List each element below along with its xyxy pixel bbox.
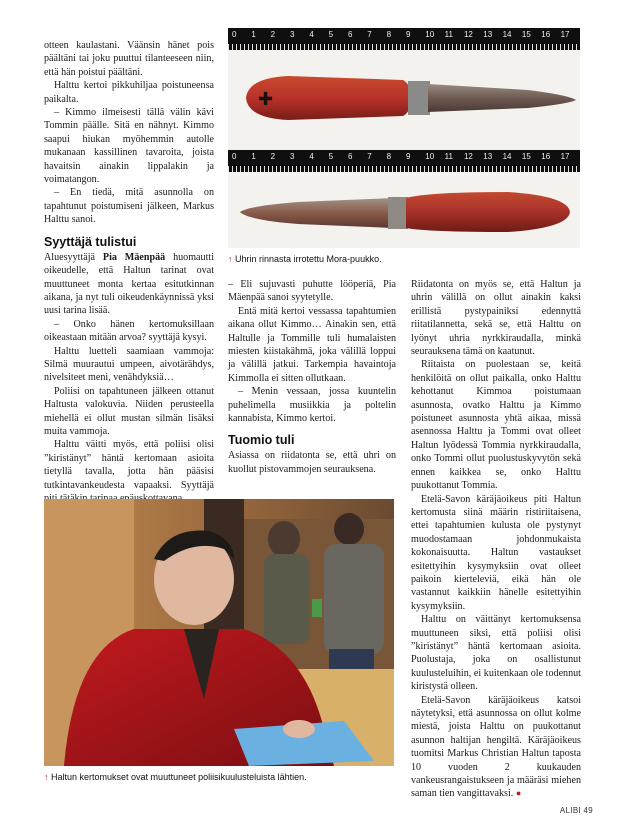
ruler-number: 4 [309, 30, 314, 39]
paragraph: Etelä-Savon käräjäoikeus katsoi näytetyksi, että asunnossa on ollut kolme miestä, joista Halttu on puukottanut asunnon haltijan hengiltä. Käräjäoikeus tuomitsi Markus Christian Haltun taposta 10 vuoden 2 kuukauden vankeusrangaistukseen ja määräsi miehen saman tien vangittavaksi. ● [411, 694, 581, 800]
ruler-number: 8 [386, 152, 392, 161]
ruler-number: 5 [328, 152, 334, 161]
person-name: Pia Mäenpää [102, 251, 166, 263]
courtroom-image [44, 499, 394, 766]
article-column-2 [228, 278, 396, 476]
ruler-number: 6 [347, 30, 353, 39]
paragraph: – Eli sujuvasti puhutte lööperiä, Pia Mäenpää sanoi syytetylle. [228, 279, 396, 304]
paragraph: – Kimmo ilmeisesti tällä välin kävi Tommin päälle. Sitä en nähnyt. Kimmo saapui hiukan myöhemmin autolle mukanaan kassillinen tavaroita, joista havaitsin ainakin lippalakin ja voimatangon. [44, 107, 214, 186]
ruler-number: 13 [483, 152, 493, 161]
ruler-number: 1 [251, 30, 256, 39]
ruler-number: 12 [463, 30, 473, 39]
article-column-1 [44, 39, 214, 505]
paragraph: Riidatonta on myös se, että Haltun ja uhrin välillä on ollut ainakin kaksi erillistä pystypainiksi edennyttä riitatilannetta, sekä se, että Halttu on lyönyt uhria nyrkkiraudalla, minkä seurauksena tämä on kaatunut. [411, 279, 581, 358]
ruler-number: 17 [560, 152, 570, 161]
ruler-number: 7 [367, 152, 372, 161]
courtroom-photo-caption: ↑ Haltun kertomukset ovat muuttuneet poliisikuulusteluista lähtien. [44, 772, 307, 782]
ruler-bottom [228, 150, 580, 172]
paragraph: – Menin vessaan, jossa kuuntelin puhelimella musiikkia ja poltelin kannabista, Kimmo kertoi. [228, 386, 396, 425]
caption-arrow-icon: ↑ [228, 254, 233, 264]
ruler-number: 11 [444, 152, 453, 161]
ruler-number: 2 [270, 30, 276, 39]
ruler-number: 6 [347, 152, 353, 161]
ruler-number: 10 [425, 152, 435, 161]
ruler-number: 15 [521, 30, 531, 39]
knife-photo-caption: ↑ Uhrin rinnasta irrotettu Mora-puukko. [228, 254, 382, 264]
paragraph: Asiassa on riidatonta se, että uhri on kuollut pistovammojen seurauksena. [228, 450, 396, 475]
paragraph: Halttu kertoi pikkuhiljaa poistuneensa paikalta. [44, 80, 214, 105]
ruler-number: 15 [521, 152, 531, 161]
ruler-number: 11 [444, 30, 453, 39]
ruler-number: 5 [328, 30, 334, 39]
ruler-top [228, 28, 580, 50]
ruler-number: 10 [425, 30, 435, 39]
svg-text:✚: ✚ [258, 89, 274, 110]
courtroom-photo [44, 499, 394, 766]
ruler-number: 9 [405, 152, 411, 161]
paragraph: Halttu luetteli saamiaan vammoja: Silmä muurautui umpeen, aivotärähdys, nivelsiteet meni, venähdyksiä… [44, 345, 214, 384]
ruler-number: 0 [232, 152, 237, 161]
ruler-numbers [232, 152, 580, 164]
paragraph: Poliisi on tapahtuneen jälkeen ottanut Haltusta valokuvia. Niiden perusteella miehellä ei ollut mustan silmän lisäksi muita vammoja. [44, 385, 214, 437]
ruler-number: 8 [386, 30, 392, 39]
paragraph: Halttu on väittänyt kertomuksensa muuttuneen siksi, että poliisi olisi ”kiristänyt” häntä kertomaan asioita. Puolustaja, joka on osallistunut kuulusteluihin, ei kuitenkaan ole todennut kiristystä olleen. [411, 614, 581, 693]
ruler-number: 1 [251, 152, 256, 161]
ruler-number: 9 [405, 30, 411, 39]
paragraph: Etelä-Savon käräjäoikeus piti Haltun kertomusta siinä määrin ristiriitaisena, ettei tapahtumien kulusta ole pystynyt muodostamaan johdonmukaista kokonaisuutta. Haltun vastaukset esitettyihin kysymyksiin ovat olleet paikoin kierteleviä, eikä hän ole vastannut kaikkiin hänelle esitettyihin kysymyksiin. [411, 493, 581, 612]
ruler-number: 7 [367, 30, 372, 39]
section-heading: Syyttäjä tulistui [44, 234, 137, 249]
ruler-number: 16 [541, 152, 551, 161]
ruler-number: 13 [483, 30, 493, 39]
section-heading: Tuomio tuli [228, 433, 295, 448]
ruler-number: 0 [232, 30, 237, 39]
knife-image-top [228, 50, 580, 150]
paragraph: – En tiedä, mitä asunnolla on tapahtunut poistumiseni jälkeen, Markus Halttu sanoi. [44, 187, 214, 226]
ruler-number: 14 [502, 30, 512, 39]
paragraph: Riitaista on puolestaan se, keitä henkilöitä on ollut paikalla, onko Halttu kehottanut Kimmoa poistumaan asunnosta, ovatko Halttu ja Kimmo poistuneet asunnosta yhtä aikaa, missä asennossa Halttu ja Tommi ovat olleet Haltun lyödessä Tommia nyrkkiraudalla, onko Tommi ollut puolustuskyvytön sekä ennen kaikkea se, onko Halttu puukottanut Tommia. [411, 359, 581, 492]
ruler-number: 12 [463, 152, 473, 161]
caption-arrow-icon: ↑ [44, 772, 49, 782]
knife-photo [228, 28, 580, 248]
ruler-number: 2 [270, 152, 276, 161]
ruler-number: 16 [541, 30, 551, 39]
ruler-numbers [232, 30, 580, 42]
ruler-number: 17 [560, 30, 570, 39]
ruler-number: 14 [502, 152, 512, 161]
knife-image-bottom [228, 172, 580, 248]
paragraph: Aluesyyttäjä Pia Mäenpää huomautti oikeudelle, että Haltun tarinat ovat muuttuneet monta kertaa esitutkinnan aikana, ja nyt tuli oikeudenkäynnissä yksi uusi tarina lisää. [44, 251, 214, 317]
paragraph: – Onko hänen kertomuksillaan oikeastaan mitään arvoa? syyttäjä kysyi. [44, 318, 214, 344]
ruler-number: 3 [289, 30, 295, 39]
paragraph: otteen kaulastani. Väänsin hänet pois päältäni tai joku puuttui tilanteeseen niin, että hän poistui päältäni. [44, 40, 214, 78]
end-mark-icon: ● [515, 788, 522, 799]
article-column-3 [411, 278, 581, 801]
paragraph: Halttu väitti myös, että poliisi olisi ”kiristänyt” häntä kertomaan asioita tietyllä tavalla, jotta hän pääsisi tutkintavankeudesta vapaaksi. Syyttäjä [44, 439, 214, 491]
paragraph: Entä mitä kertoi vessassa tapahtumien aikana ollut Kimmo… Ainakin sen, että Haltulle ja Tommille tuli humalaisten miesten kiistakähmä, joka välillä loppui ja välillä jatkui. Tarkempia havaintoja Kimmolla ei sitten ollutkaan. [228, 305, 396, 384]
ruler-number: 4 [309, 152, 314, 161]
ruler-number: 3 [289, 152, 295, 161]
page-footer: ALIBI 49 [559, 806, 593, 815]
